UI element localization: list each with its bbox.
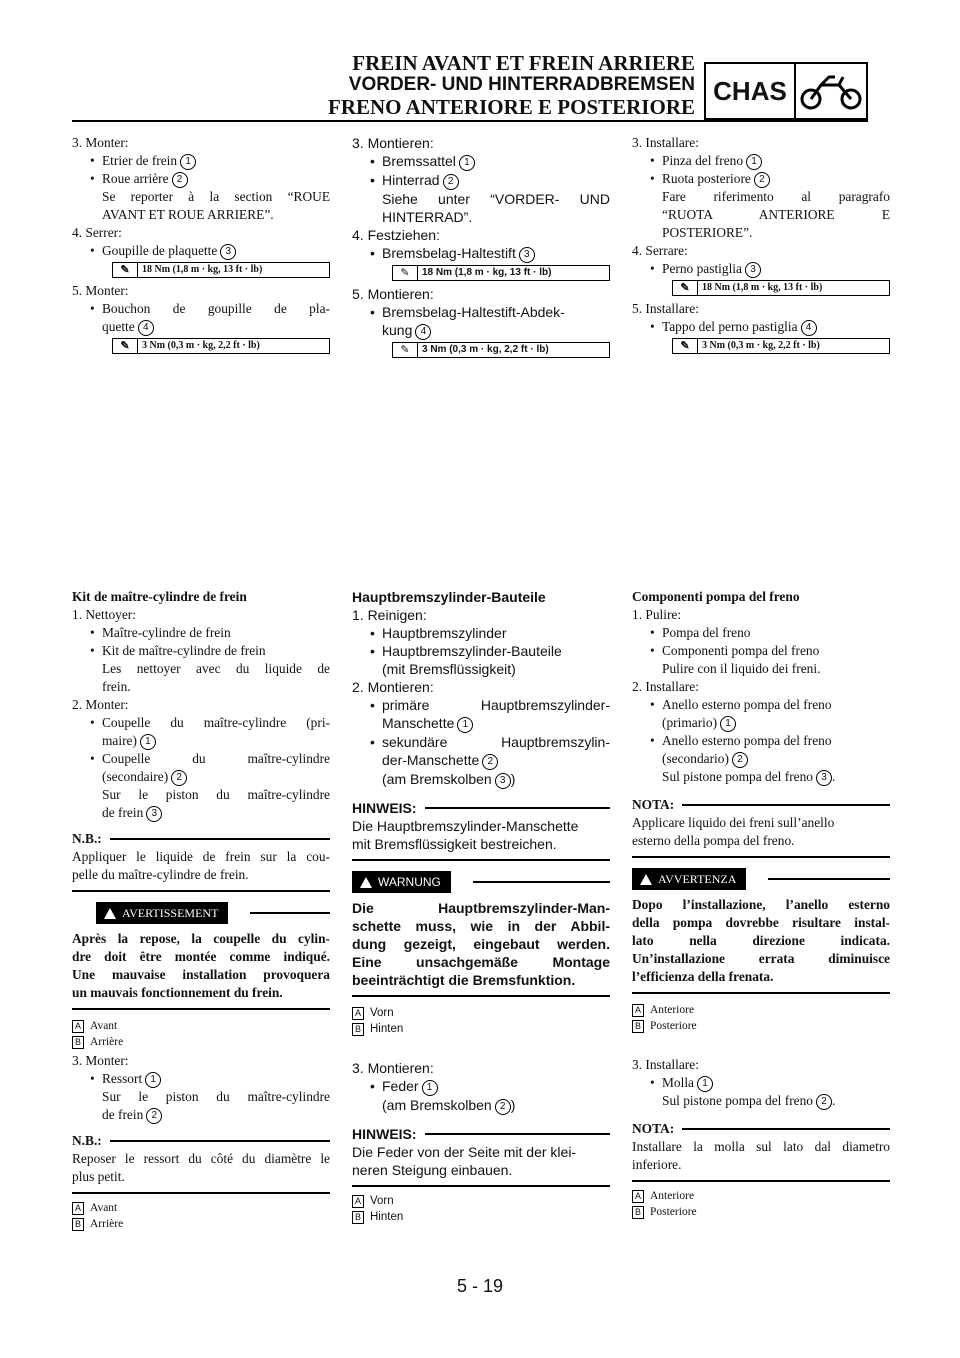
- warning-icon: [360, 877, 372, 888]
- step-text: 2. Installare:: [632, 679, 699, 694]
- callout-1: 1: [140, 734, 156, 750]
- step-text: 5. Installare:: [632, 301, 699, 316]
- list-item: • Ressort 1: [72, 1070, 330, 1088]
- callout-3: 3: [220, 244, 236, 260]
- step-text: 3. Installare:: [632, 135, 699, 150]
- callout-2: 2: [443, 174, 459, 190]
- step-text: Siehe unter “VORDER- UND: [382, 191, 610, 207]
- warning-icon: [640, 874, 652, 885]
- step-text: 2. Montieren:: [352, 679, 434, 695]
- warning-heading: AVERTISSEMENT: [72, 902, 330, 924]
- torque-spec: ✎ 3 Nm (0,3 m · kg, 2,2 ft · lb): [392, 342, 610, 358]
- torque-spec: ✎ 18 Nm (1,8 m · kg, 13 ft · lb): [672, 280, 890, 296]
- de-bottom-section: [352, 588, 610, 1225]
- warning-text: Après la repose, la coupelle du cylin-: [72, 931, 330, 946]
- legend: A Vorn B Hinten: [352, 1005, 610, 1037]
- wrench-icon: ✎: [113, 263, 138, 277]
- section-title: Kit de maître-cylindre de frein: [72, 589, 247, 604]
- list-item: • Etrier de frein 1: [72, 152, 330, 170]
- chapter-badge: [704, 62, 868, 120]
- divider: [352, 1185, 610, 1187]
- step-text: 5. Monter:: [72, 283, 129, 298]
- legend: A Anteriore B Posteriore: [632, 1002, 890, 1034]
- wrench-icon: ✎: [393, 266, 418, 280]
- warning-heading: AVVERTENZA: [632, 868, 890, 890]
- wrench-icon: ✎: [393, 343, 418, 357]
- list-item: • Hauptbremszylinder: [352, 624, 610, 642]
- callout-4: 4: [415, 324, 431, 340]
- note-text: Die Feder von der Seite mit der klei-: [352, 1144, 577, 1160]
- step-text: Fare riferimento al paragrafo: [662, 189, 890, 204]
- step-text: “RUOTA ANTERIORE E: [662, 207, 890, 222]
- step-text: Sul pistone pompa del freno 2 .: [662, 1093, 836, 1108]
- note-text: Appliquer le liquide de frein sur la cou-: [72, 849, 330, 864]
- callout-1: 1: [697, 1076, 713, 1092]
- step-text: 1. Reinigen:: [352, 607, 427, 623]
- legend: A Avant B Arrière: [72, 1200, 330, 1232]
- list-item: • sekundäre Hauptbremszylin-: [352, 733, 610, 751]
- warning-text: beeinträchtigt die Bremsfunktion.: [352, 972, 576, 988]
- it-top-section: [632, 134, 890, 358]
- torque-spec: ✎ 3 Nm (0,3 m · kg, 2,2 ft · lb): [672, 338, 890, 354]
- page-header: [328, 52, 695, 118]
- callout-1: 1: [145, 1072, 161, 1088]
- list-item: • Bremsbelag-Haltestift 3: [352, 244, 610, 263]
- note-heading: NOTA:: [632, 796, 890, 814]
- header-title-it: FRENO ANTERIORE E POSTERIORE: [328, 95, 695, 119]
- callout-1: 1: [459, 155, 475, 171]
- callout-4: 4: [138, 320, 154, 336]
- list-item: • Coupelle du maître-cylindre: [72, 750, 330, 768]
- step-text: HINTERRAD”.: [382, 209, 473, 225]
- callout-2: 2: [482, 754, 498, 770]
- warning-text: Dopo l’installazione, l’anello esterno: [632, 897, 890, 912]
- callout-2: 2: [816, 1094, 832, 1110]
- note-heading: HINWEIS:: [352, 799, 610, 817]
- note-text: Die Hauptbremszylinder-Manschette: [352, 818, 579, 834]
- legend: A Anteriore B Posteriore: [632, 1188, 890, 1220]
- page-number: 5 - 19: [456, 1276, 504, 1296]
- step-text: maire) 1: [72, 732, 330, 750]
- step-text: 1. Pulire:: [632, 607, 682, 622]
- step-text: AVANT ET ROUE ARRIERE”.: [102, 207, 274, 222]
- list-item: • Bremssattel 1: [352, 152, 610, 171]
- list-item: • primäre Hauptbremszylinder-: [352, 696, 610, 714]
- fr-bottom-section: [72, 588, 330, 1232]
- warning-text: Un’installazione errata diminuisce: [632, 951, 890, 966]
- torque-spec: ✎ 18 Nm (1,8 m · kg, 13 ft · lb): [112, 262, 330, 278]
- note-text: Applicare liquido dei freni sull’anello: [632, 815, 835, 830]
- torque-spec: ✎ 3 Nm (0,3 m · kg, 2,2 ft · lb): [112, 338, 330, 354]
- step-text: (am Bremskolben 3 ): [382, 771, 516, 787]
- warning-text: Eine unsachgemäße Montage: [352, 954, 610, 970]
- note-heading: N.B.:: [72, 1132, 330, 1150]
- list-item: • Bouchon de goupille de pla-: [72, 300, 330, 318]
- step-text: (mit Bremsflüssigkeit): [382, 661, 516, 677]
- fr-top-section: [72, 134, 330, 358]
- callout-2: 2: [171, 770, 187, 786]
- callout-2: 2: [732, 752, 748, 768]
- warning-text: schette muss, wie in der Abbil-: [352, 918, 610, 934]
- callout-3: 3: [745, 262, 761, 278]
- list-item: • Anello esterno pompa del freno: [632, 696, 890, 714]
- list-item: • Hauptbremszylinder-Bauteile: [352, 642, 610, 660]
- list-item: • Goupille de plaquette 3: [72, 242, 330, 260]
- callout-2: 2: [172, 172, 188, 188]
- torque-spec: ✎ 18 Nm (1,8 m · kg, 13 ft · lb): [392, 265, 610, 281]
- callout-1: 1: [720, 716, 736, 732]
- step-text: de frein 3: [72, 804, 330, 822]
- divider: [352, 859, 610, 861]
- warning-text: Une mauvaise installation provoquera: [72, 967, 330, 982]
- callout-1: 1: [422, 1080, 438, 1096]
- callout-4: 4: [801, 320, 817, 336]
- step-text: Sul pistone pompa del freno 3 .: [662, 769, 836, 784]
- wrench-icon: ✎: [673, 339, 698, 353]
- warning-icon: [104, 908, 116, 919]
- it-bottom-section: [632, 588, 890, 1220]
- list-item: • Tappo del perno pastiglia 4: [632, 318, 890, 336]
- note-heading: HINWEIS:: [352, 1125, 610, 1143]
- callout-1: 1: [746, 154, 762, 170]
- chapter-label: CHAS: [706, 64, 796, 118]
- header-title-de: VORDER- UND HINTERRADBREMSEN: [348, 74, 695, 95]
- note-text: mit Bremsflüssigkeit bestreichen.: [352, 836, 557, 852]
- step-text: 3. Installare:: [632, 1057, 699, 1072]
- step-text: 1. Nettoyer:: [72, 607, 136, 622]
- note-text: esterno della pompa del freno.: [632, 833, 795, 848]
- section-title: Hauptbremszylinder-Bauteile: [352, 589, 546, 605]
- step-text: Se reporter à la section “ROUE: [102, 189, 330, 204]
- list-item: • Pompa del freno: [632, 624, 890, 642]
- list-item: • Feder 1: [352, 1077, 610, 1096]
- wrench-icon: ✎: [673, 281, 698, 295]
- header-title-fr: FREIN AVANT ET FREIN ARRIERE: [352, 51, 695, 75]
- step-text: POSTERIORE”.: [662, 225, 753, 240]
- callout-3: 3: [146, 806, 162, 822]
- callout-1: 1: [457, 717, 473, 733]
- warning-text: lato nella direzione indicata.: [632, 933, 890, 948]
- legend: A Avant B Arrière: [72, 1018, 330, 1050]
- step-text: Sur le piston du maître-cylindre: [102, 1089, 330, 1104]
- list-item: • Maître-cylindre de frein: [72, 624, 330, 642]
- divider: [632, 856, 890, 858]
- divider: [352, 995, 610, 997]
- divider: [632, 1180, 890, 1182]
- list-item: • Bremsbelag-Haltestift-Abdek-: [352, 303, 610, 321]
- note-text: inferiore.: [632, 1157, 682, 1172]
- list-item: • Perno pastiglia 3: [632, 260, 890, 278]
- step-text: 4. Festziehen:: [352, 227, 440, 243]
- list-item: • Hinterrad 2: [352, 171, 610, 190]
- header-rule: [72, 120, 868, 122]
- note-text: pelle du maître-cylindre de frein.: [72, 867, 249, 882]
- step-text: 3. Monter:: [72, 1053, 129, 1068]
- motorcycle-icon: [796, 64, 866, 118]
- warning-text: l’efficienza della frenata.: [632, 969, 774, 984]
- step-text: (am Bremskolben 2 ): [382, 1097, 516, 1113]
- legend: A Vorn B Hinten: [352, 1193, 610, 1225]
- warning-text: dung gezeigt, eingebaut werden.: [352, 936, 610, 952]
- step-text: Pulire con il liquido dei freni.: [662, 661, 821, 676]
- list-item: • Roue arrière 2: [72, 170, 330, 188]
- divider: [72, 1192, 330, 1194]
- note-text: plus petit.: [72, 1169, 125, 1184]
- step-text: (secondaire) 2: [72, 768, 330, 786]
- step-text: Manschette 1: [352, 714, 610, 733]
- callout-2: 2: [146, 1108, 162, 1124]
- divider: [72, 1008, 330, 1010]
- section-title: Componenti pompa del freno: [632, 589, 800, 604]
- step-text: kung 4: [352, 321, 610, 340]
- list-item: • Coupelle du maître-cylindre (pri-: [72, 714, 330, 732]
- divider: [72, 890, 330, 892]
- step-text: 3. Montieren:: [352, 135, 434, 151]
- list-item: • Ruota posteriore 2: [632, 170, 890, 188]
- step-text: 4. Serrer:: [72, 225, 122, 240]
- list-item: • Kit de maître-cylindre de frein: [72, 642, 330, 660]
- callout-2: 2: [754, 172, 770, 188]
- note-text: Reposer le ressort du côté du diamètre le: [72, 1151, 330, 1166]
- step-text: quette 4: [72, 318, 330, 336]
- list-item: • Molla 1: [632, 1074, 890, 1092]
- step-text: 4. Serrare:: [632, 243, 688, 258]
- warning-heading: WARNUNG: [352, 871, 610, 893]
- warning-text: un mauvais fonctionnement du frein.: [72, 985, 283, 1000]
- note-heading: NOTA:: [632, 1120, 890, 1138]
- step-text: de frein 2: [72, 1106, 330, 1124]
- wrench-icon: ✎: [113, 339, 138, 353]
- divider: [632, 992, 890, 994]
- step-text: Les nettoyer avec du liquide de: [102, 661, 330, 676]
- warning-text: Die Hauptbremszylinder-Man-: [352, 900, 610, 916]
- step-text: der-Manschette 2: [352, 751, 610, 770]
- warning-text: della pompa dovrebbe risultare instal-: [632, 915, 890, 930]
- step-text: 2. Monter:: [72, 697, 129, 712]
- note-text: Installare la molla sul lato dal diametro: [632, 1139, 890, 1154]
- step-text: 3. Montieren:: [352, 1060, 434, 1076]
- callout-1: 1: [180, 154, 196, 170]
- callout-3: 3: [816, 770, 832, 786]
- list-item: • Anello esterno pompa del freno: [632, 732, 890, 750]
- list-item: • Pinza del freno 1: [632, 152, 890, 170]
- callout-3: 3: [495, 773, 511, 789]
- note-heading: N.B.:: [72, 830, 330, 848]
- step-text: frein.: [102, 679, 131, 694]
- step-text: Sur le piston du maître-cylindre: [102, 787, 330, 802]
- step-text: 3. Monter:: [72, 135, 129, 150]
- de-top-section: [352, 134, 610, 362]
- step-text: (secondario) 2: [632, 750, 890, 768]
- warning-text: dre doit être montée comme indiqué.: [72, 949, 330, 964]
- list-item: • Componenti pompa del freno: [632, 642, 890, 660]
- callout-2: 2: [495, 1099, 511, 1115]
- step-text: 5. Montieren:: [352, 286, 434, 302]
- note-text: neren Steigung einbauen.: [352, 1162, 513, 1178]
- callout-3: 3: [519, 247, 535, 263]
- step-text: (primario) 1: [632, 714, 890, 732]
